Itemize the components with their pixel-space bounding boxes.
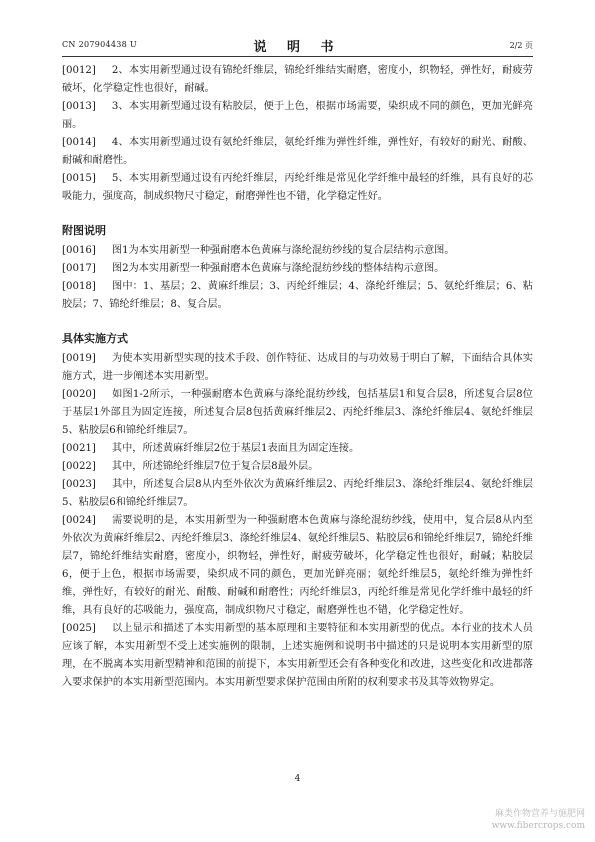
paragraph <box>62 260 533 278</box>
paragraph-number: [0023] <box>62 479 96 490</box>
embodiment-paragraphs <box>62 350 533 692</box>
paragraph-number: [0025] <box>62 623 96 634</box>
paragraph-text: 2、本实用新型通过设有锦纶纤维层，锦纶纤维结实耐磨，密度小，织物轻，弹性好，耐疲劳破坏，化学稳定性也很好，耐碱。 <box>62 65 533 94</box>
paragraph-text: 其中，所述复合层8从内至外依次为黄麻纤维层2、丙纶纤维层3、涤纶纤维层4、氨纶纤维层5、粘胶层6和锦纶纤维层7。 <box>62 479 533 508</box>
paragraph-number: [0015] <box>62 173 96 184</box>
paragraph-number: [0016] <box>62 245 96 256</box>
paragraph-number: [0019] <box>62 353 96 364</box>
section-heading-embodiment: 具体实施方式 <box>62 332 128 345</box>
document-number: CN 207904438 U <box>62 40 137 49</box>
paragraph-text: 图1为本实用新型一种强耐磨本色黄麻与涤纶混纺纱线的复合层结构示意图。 <box>111 245 455 256</box>
paragraph <box>62 386 533 440</box>
paragraph <box>62 620 533 692</box>
paragraph-text: 其中，所述锦纶纤维层7位于复合层8最外层。 <box>111 461 319 472</box>
paragraph-text: 4、本实用新型通过设有氨纶纤维层，氨纶纤维为弹性纤维，弹性好，有较好的耐光、耐酸、耐碱和耐磨性。 <box>62 137 533 166</box>
paragraph <box>62 134 533 170</box>
paragraph-number: [0022] <box>62 461 96 472</box>
figures-paragraphs <box>62 242 533 314</box>
watermark-site-name: 麻类作物营养与施肥网 <box>494 809 585 819</box>
paragraph-text: 5、本实用新型通过设有丙纶纤维层，丙纶纤维是常见化学纤维中最轻的纤维，具有良好的芯吸能力，强度高，制成织物尺寸稳定，耐磨弹性也不错，化学稳定性好。 <box>62 173 533 202</box>
paragraph-text: 3、本实用新型通过设有粘胶层，便于上色，根据市场需要，染织成不同的颜色，更加光鲜亮丽。 <box>62 101 533 130</box>
paragraph-number: [0024] <box>62 515 96 526</box>
paragraph <box>62 476 533 512</box>
paragraph-text: 为使本实用新型实现的技术手段、创作特征、达成目的与功效易于明白了解，下面结合具体实施方式，进一步阐述本实用新型。 <box>62 353 533 382</box>
paragraph-number: [0020] <box>62 389 96 400</box>
paragraph-text: 以上显示和描述了本实用新型的基本原理和主要特征和本实用新型的优点。本行业的技术人员应该了解，本实用新型不受上述实施例的限制，上述实施例和说明书中描述的只是说明本实用新型的原理，在不脱离本实用新型精神和范围的前提下，本实用新型还会有各种变化和改进，这些变化和改进都落入要求保护的本实用新型范围内。本实用新型要求保护范围由所附的权利要求书及其等效物界定。 <box>62 623 533 688</box>
paragraph <box>62 242 533 260</box>
document-title: 说 明 书 <box>253 40 342 55</box>
paragraph-number: [0012] <box>62 65 96 76</box>
intro-paragraphs <box>62 62 533 206</box>
paragraph-text: 如图1-2所示，一种强耐磨本色黄麻与涤纶混纺纱线，包括基层1和复合层8，所述复合层8位于基层1外部且为固定连接，所述复合层8包括黄麻纤维层2、丙纶纤维层3、涤纶纤维层4、氨纶纤维层5、粘胶层6和锦纶纤维层7。 <box>62 389 533 436</box>
paragraph-number: [0018] <box>62 281 96 292</box>
paragraph <box>62 170 533 206</box>
paragraph <box>62 440 533 458</box>
paragraph-number: [0017] <box>62 263 96 274</box>
paragraph <box>62 512 533 620</box>
paragraph <box>62 278 533 314</box>
paragraph-number: [0021] <box>62 443 96 454</box>
page-number: 4 <box>294 774 301 784</box>
paragraph <box>62 98 533 134</box>
page-indicator: 2/2 页 <box>509 41 533 50</box>
paragraph <box>62 62 533 98</box>
paragraph <box>62 458 533 476</box>
document-body <box>62 62 533 692</box>
paragraph-text: 图2为本实用新型一种强耐磨本色黄麻与涤纶混纺纱线的整体结构示意图。 <box>111 263 445 274</box>
paragraph-text: 需要说明的是，本实用新型为一种强耐磨本色黄麻与涤纶混纺纱线，使用中，复合层8从内至外依次为黄麻纤维层2、丙纶纤维层3、涤纶纤维层4、氨纶纤维层5、粘胶层6和锦纶纤维层7，锦纶纤维层7，锦纶纤维结实耐磨，密度小，织物轻，弹性好，耐疲劳破坏，化学稳定性也很好，耐碱；粘胶层6，便于上色，根据市场需要，染织成不同的颜色，更加光鲜亮丽；氨纶纤维层5，氨纶纤维为弹性纤维，弹性好，有较好的耐光、耐酸、耐碱和耐磨性；丙纶纤维层3，丙纶纤维是常见化学纤维中最轻的纤维，具有良好的芯吸能力，强度高，制成织物尺寸稳定，耐磨弹性也不错，化学稳定性好。 <box>62 515 533 616</box>
paragraph <box>62 350 533 386</box>
paragraph-number: [0014] <box>62 137 96 148</box>
paragraph-number: [0013] <box>62 101 96 112</box>
page-header <box>62 36 533 54</box>
paragraph-text: 其中，所述黄麻纤维层2位于基层1表面且为固定连接。 <box>111 443 360 454</box>
watermark-url: www.fibercrops.com <box>491 821 585 831</box>
section-heading-figures: 附图说明 <box>62 224 106 237</box>
watermark <box>492 808 585 832</box>
header-rule <box>62 56 533 57</box>
paragraph-text: 图中：1、基层；2、黄麻纤维层；3、丙纶纤维层；4、涤纶纤维层；5、氨纶纤维层；6、粘胶层；7、锦纶纤维层；8、复合层。 <box>62 281 533 310</box>
